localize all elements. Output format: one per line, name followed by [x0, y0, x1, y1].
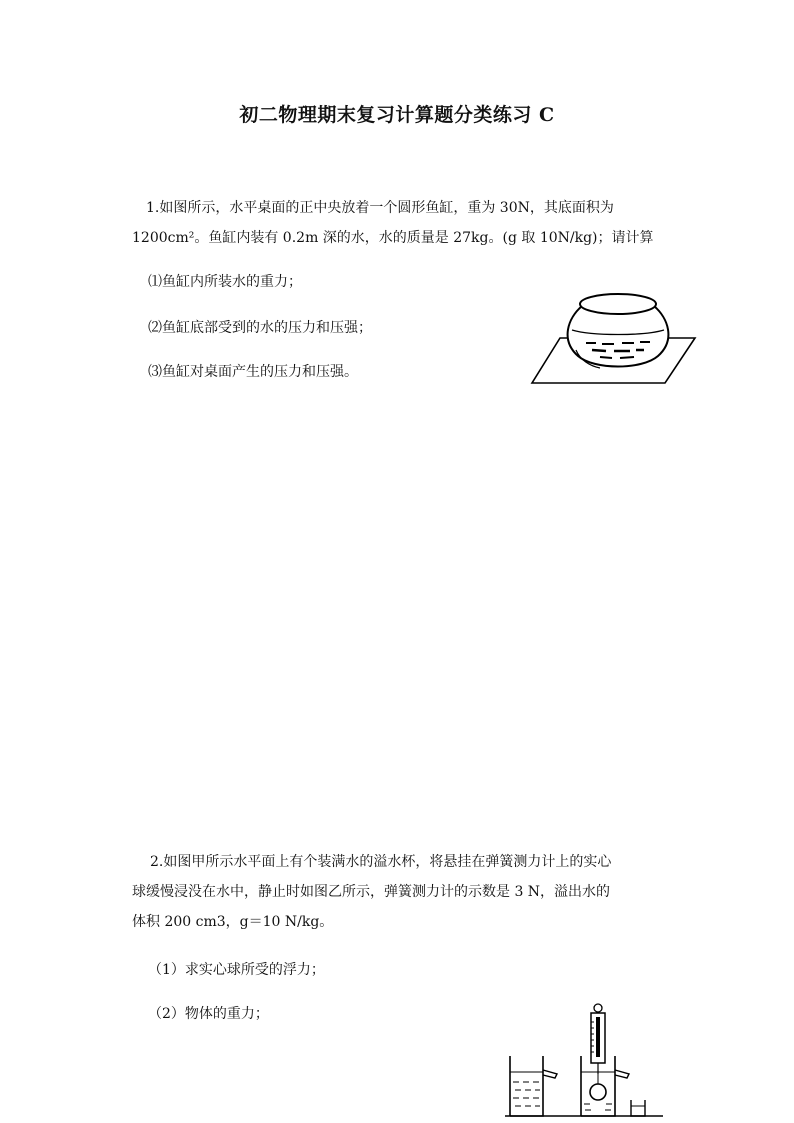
question-2-part-2: （2）物体的重力；: [148, 1006, 269, 1022]
question-1-part-2: ⑵鱼缸底部受到的水的压力和压强；: [148, 320, 372, 336]
question-2-stem-line-3: 体积 200 cm3，g＝10 N/kg。: [132, 914, 334, 930]
question-2-part-1: （1）求实心球所受的浮力；: [148, 962, 325, 978]
question-1-stem-line-2: 1200cm²。鱼缸内装有 0.2m 深的水，水的质量是 27kg。(g 取 10N/kg)；请计算: [132, 230, 654, 246]
question-2-stem-line-2: 球缓慢浸没在水中，静止时如图乙所示，弹簧测力计的示数是 3 N，溢出水的: [132, 884, 611, 900]
question-1-part-3: ⑶鱼缸对桌面产生的压力和压强。: [148, 364, 358, 380]
question-1-part-1: ⑴鱼缸内所装水的重力；: [148, 274, 302, 290]
overflow-cup-spring-scale-icon: [505, 998, 665, 1122]
question-2-stem-line-1: 2.如图甲所示水平面上有个装满水的溢水杯，将悬挂在弹簧测力计上的实心: [150, 854, 612, 870]
document-title: 初二物理期末复习计算题分类练习 C: [239, 104, 555, 126]
fish-tank-icon: [530, 288, 698, 386]
question-1-stem-line-1: 1.如图所示，水平桌面的正中央放着一个圆形鱼缸，重为 30N，其底面积为: [146, 200, 614, 216]
